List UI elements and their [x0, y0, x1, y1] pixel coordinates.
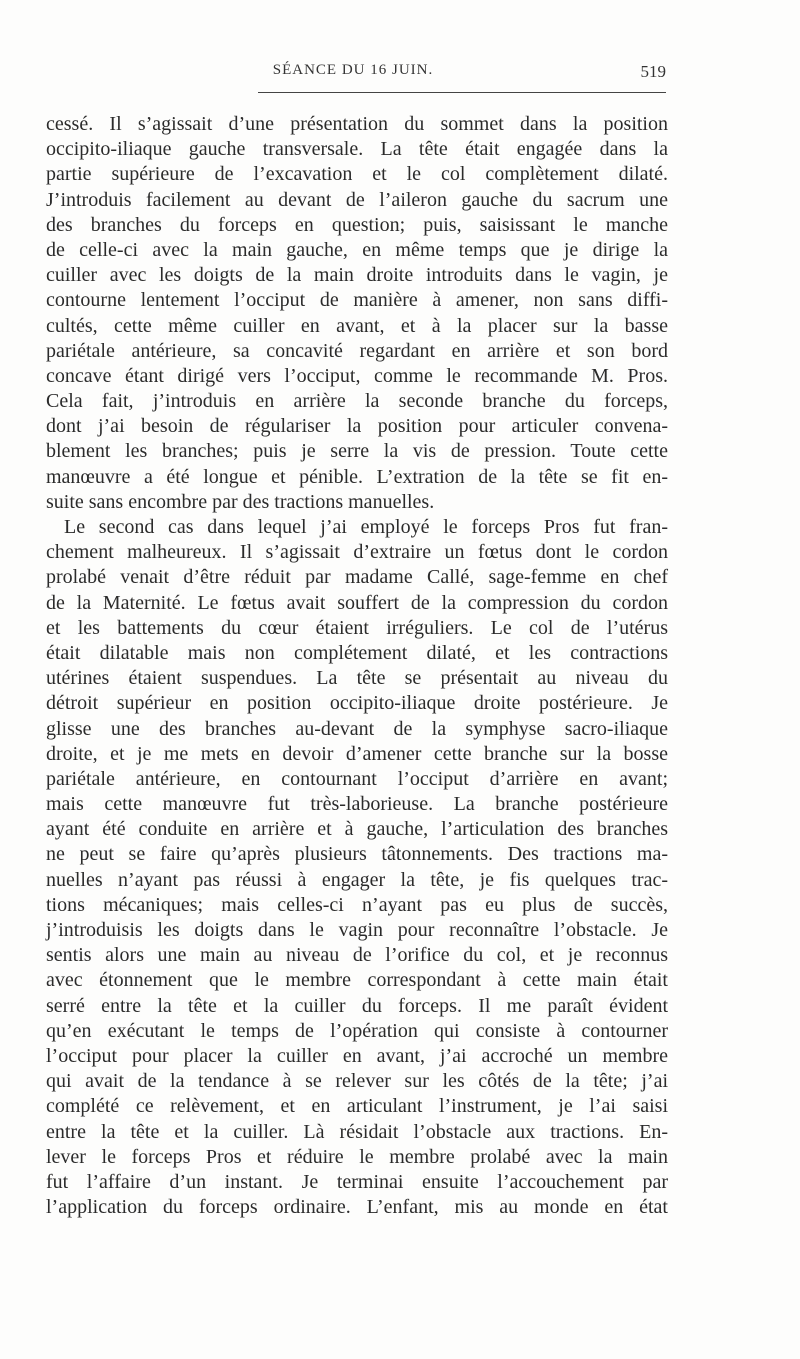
text-line: cuiller avec les doigts de la main droite introduits dans le vagin, je — [46, 264, 668, 287]
text-line: serré entre la tête et la cuiller du forceps. Il me paraît évident — [46, 994, 668, 1017]
text-line: fut l’affaire d’un instant. Je terminai ensuite l’accouchement par — [46, 1170, 668, 1193]
header-divider — [258, 92, 666, 93]
text-line: des branches du forceps en question; puis, saisissant le manche — [46, 213, 668, 236]
text-line: concave étant dirigé vers l’occiput, comme le recommande M. Pros. — [46, 364, 668, 387]
text-line: complété ce relèvement, et en articulant l’instrument, je l’ai saisi — [46, 1095, 668, 1118]
text-line: Le second cas dans lequel j’ai employé le forceps Pros fut fran- — [64, 516, 668, 538]
text-line: manœuvre a été longue et pénible. L’extration de la tête se fit en- — [46, 465, 668, 488]
text-line: cultés, cette même cuiller en avant, et à la placer sur la basse — [46, 314, 668, 337]
text-line: occipito-iliaque gauche transversale. La tête était engagée dans la — [46, 138, 668, 161]
text-line: avec étonnement que le membre correspondant à cette main était — [46, 969, 668, 992]
text-line: j’introduisis les doigts dans le vagin pour reconnaître l’obstacle. Je — [46, 919, 668, 941]
text-line: détroit supérieur en position occipito-iliaque droite postérieure. Je — [46, 692, 668, 715]
body-text — [46, 112, 668, 1220]
running-header — [40, 58, 666, 88]
text-line: de la Maternité. Le fœtus avait souffert de la compression du cordon — [46, 591, 668, 614]
text-line: qui avait de la tendance à se relever sur les côtés de la tête; j’ai — [46, 1070, 668, 1093]
text-line: sentis alors une main au niveau de l’orifice du col, et je reconnus — [46, 944, 668, 967]
text-line: nuelles n’ayant pas réussi à engager la tête, je fis quelques trac- — [46, 868, 668, 891]
text-line: pariétale antérieure, sa concavité regardant en arrière et son bord — [46, 339, 668, 362]
text-line: l’application du forceps ordinaire. L’enfant, mis au monde en état — [46, 1196, 668, 1219]
text-line: blement les branches; puis je serre la vis de pression. Toute cette — [46, 440, 668, 463]
header-title: SÉANCE DU 16 JUIN. — [272, 62, 434, 78]
text-line: dont j’ai besoin de régulariser la position pour articuler convena- — [46, 415, 668, 438]
text-line: ne peut se faire qu’après plusieurs tâtonnements. Des tractions ma- — [46, 843, 668, 866]
text-line: était dilatable mais non complétement dilaté, et les contractions — [46, 641, 668, 664]
text-line: J’introduis facilement au devant de l’aileron gauche du sacrum une — [46, 188, 668, 211]
text-line: entre la tête et la cuiller. Là résidait l’obstacle aux tractions. En- — [46, 1120, 668, 1143]
text-line: contourne lentement l’occiput de manière à amener, non sans diffi- — [46, 289, 668, 312]
text-line: l’occiput pour placer la cuiller en avant, j’ai accroché un membre — [46, 1044, 668, 1067]
text-line: qu’en exécutant le temps de l’opération qui consiste à contourner — [46, 1019, 668, 1042]
text-line: droite, et je me mets en devoir d’amener cette branche sur la bosse — [46, 742, 668, 765]
text-line: utérines étaient suspendues. La tête se présentait au niveau du — [46, 667, 668, 690]
text-line: de celle-ci avec la main gauche, en même temps que je dirige la — [46, 238, 668, 261]
page-number: 519 — [640, 62, 666, 81]
text-line: pariétale antérieure, en contournant l’occiput d’arrière en avant; — [46, 767, 668, 790]
text-line: ayant été conduite en arrière et à gauche, l’articulation des branches — [46, 818, 668, 841]
text-line: chement malheureux. Il s’agissait d’extraire un fœtus dont le cordon — [46, 541, 668, 564]
text-line: glisse une des branches au-devant de la symphyse sacro-iliaque — [46, 717, 668, 740]
text-line: prolabé venait d’être réduit par madame Callé, sage-femme en chef — [46, 566, 668, 589]
text-line: tions mécaniques; mais celles-ci n’ayant pas eu plus de succès, — [46, 893, 668, 916]
text-line: cessé. Il s’agissait d’une présentation du sommet dans la position — [46, 113, 668, 135]
text-line: Cela fait, j’introduis en arrière la seconde branche du forceps, — [46, 390, 668, 413]
text-line: partie supérieure de l’excavation et le col complètement dilaté. — [46, 163, 668, 186]
text-line: mais cette manœuvre fut très-laborieuse. La branche postérieure — [46, 793, 668, 816]
text-line: lever le forceps Pros et réduire le membre prolabé avec la main — [46, 1145, 668, 1168]
text-line: suite sans encombre par des tractions manuelles. — [46, 490, 435, 513]
text-line: et les battements du cœur étaient irréguliers. Le col de l’utérus — [46, 616, 668, 639]
